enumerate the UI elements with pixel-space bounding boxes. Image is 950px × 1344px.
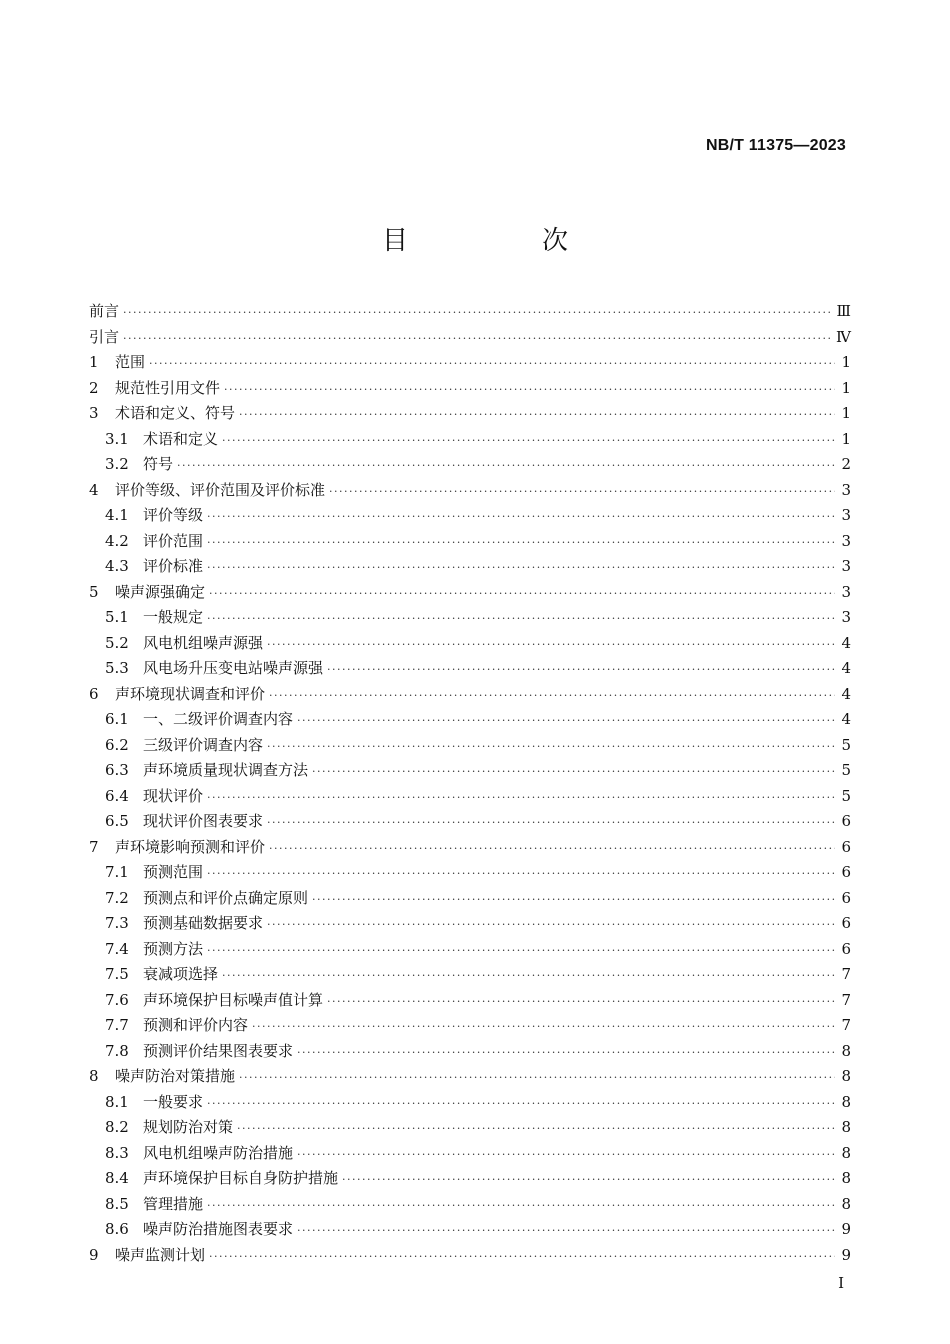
toc-leader-dots: [222, 428, 835, 454]
toc-leader-dots: [267, 912, 835, 938]
toc-entry[interactable]: [89, 962, 851, 988]
toc-leader-dots: [224, 377, 835, 403]
toc-entry[interactable]: [89, 1039, 851, 1065]
toc-entry[interactable]: [89, 401, 851, 427]
toc-leader-dots: [177, 453, 835, 479]
toc-entry-page: 8: [841, 1194, 851, 1213]
toc-entry-label: 风电机组噪声防治措施: [143, 1143, 294, 1162]
toc-leader-dots: [327, 657, 835, 683]
standard-code: NB/T 11375—2023: [706, 137, 846, 154]
toc-entry-number: 7.3: [105, 914, 129, 932]
toc-leader-dots: [267, 810, 835, 836]
toc-entry-page: 7: [841, 1016, 851, 1034]
toc-leader-dots: [209, 581, 835, 607]
toc-entry-label: 风电机组噪声源强: [143, 633, 264, 652]
toc-entry[interactable]: [89, 631, 851, 657]
toc-entry-page: 8: [841, 1092, 851, 1111]
toc-entry[interactable]: [89, 758, 851, 784]
toc-entry-page: 8: [841, 1041, 851, 1060]
toc-entry-number: 7.8: [105, 1041, 129, 1060]
toc-entry-number: 3.1: [105, 429, 129, 448]
toc-entry-label: 衰减项选择: [143, 965, 219, 983]
toc-entry[interactable]: [89, 503, 851, 529]
toc-entry-number: 6.3: [105, 761, 129, 779]
toc-entry[interactable]: [89, 1064, 851, 1090]
toc-entry[interactable]: [89, 1166, 851, 1192]
toc-entry[interactable]: [89, 1141, 851, 1167]
toc-entry-page: 1: [841, 404, 851, 422]
toc-leader-dots: [222, 963, 835, 989]
toc-entry-label: 术语和定义: [143, 429, 219, 448]
toc-entry-number: 6.4: [105, 786, 129, 805]
toc-leader-dots: [329, 479, 835, 505]
toc-entry-number: 5.3: [105, 659, 129, 677]
toc-leader-dots: [239, 402, 835, 428]
toc-entry-number: 5.2: [105, 633, 129, 652]
toc-leader-dots: [123, 326, 832, 352]
toc-leader-dots: [207, 785, 835, 811]
toc-entry-page: 4: [841, 633, 851, 652]
toc-entry-label: 预测基础数据要求: [143, 914, 264, 932]
toc-entry-page: 7: [841, 965, 851, 983]
toc-entry-label: 现状评价图表要求: [143, 812, 264, 830]
toc-entry-label: 预测评价结果图表要求: [143, 1041, 294, 1060]
toc-entry-number: 4.3: [105, 557, 129, 575]
toc-entry-page: 4: [841, 659, 851, 677]
toc-entry-label: 现状评价: [143, 786, 204, 805]
toc-entry-number: 6.1: [105, 710, 129, 728]
toc-entry-label: 噪声源强确定: [115, 582, 206, 601]
toc-entry-number: 3: [89, 404, 99, 422]
toc-leader-dots: [267, 632, 835, 658]
toc-entry[interactable]: [89, 886, 851, 912]
toc-leader-dots: [327, 989, 835, 1015]
toc-entry-label: 术语和定义、符号: [115, 404, 236, 422]
toc-entry[interactable]: [89, 1115, 851, 1141]
toc-entry-label: 一般规定: [143, 608, 204, 626]
toc-entry-label: 噪声监测计划: [115, 1245, 206, 1264]
toc-entry[interactable]: [89, 376, 851, 402]
toc-leader-dots: [312, 887, 835, 913]
toc-entry-number: 4: [89, 480, 99, 499]
toc-entry-number: 7.1: [105, 863, 129, 881]
toc-entry-page: 3: [841, 506, 851, 524]
toc-entry-number: 6: [89, 684, 99, 703]
toc-entry-number: 8.6: [105, 1220, 129, 1238]
toc-entry[interactable]: [89, 809, 851, 835]
toc-entry-label: 规划防治对策: [143, 1118, 234, 1136]
toc-entry-page: 3: [841, 557, 851, 575]
toc-entry-page: 4: [841, 710, 851, 728]
toc-leader-dots: [297, 1040, 835, 1066]
toc-entry-number: 5: [89, 582, 99, 601]
toc-entry-label: 风电场升压变电站噪声源强: [143, 659, 324, 677]
toc-leader-dots: [207, 861, 835, 887]
toc-entry-label: 噪声防治对策措施: [115, 1067, 236, 1085]
toc-leader-dots: [239, 1065, 835, 1091]
toc-entry-label: 噪声防治措施图表要求: [143, 1220, 294, 1238]
toc-leader-dots: [209, 1244, 835, 1270]
toc-entry[interactable]: [89, 911, 851, 937]
toc-entry-number: 4.1: [105, 506, 129, 524]
toc-entry[interactable]: [89, 452, 851, 478]
toc-entry[interactable]: [89, 784, 851, 810]
toc-entry-page: 1: [841, 429, 851, 448]
toc-leader-dots: [297, 708, 835, 734]
toc-leader-dots: [207, 530, 835, 556]
toc-entry[interactable]: [89, 682, 851, 708]
toc-entry-page: Ⅲ: [836, 302, 851, 320]
toc-entry-number: 7.7: [105, 1016, 129, 1034]
toc-entry-page: 5: [841, 786, 851, 805]
toc-entry[interactable]: [89, 427, 851, 453]
toc-entry[interactable]: [89, 325, 851, 351]
toc-entry-page: 6: [841, 837, 851, 856]
toc-entry-number: 8.1: [105, 1092, 129, 1111]
toc-leader-dots: [207, 938, 835, 964]
toc-entry-label: 预测方法: [143, 939, 204, 958]
toc-entry[interactable]: [89, 1192, 851, 1218]
toc-entry-label: 预测点和评价点确定原则: [143, 888, 309, 907]
toc-entry[interactable]: [89, 988, 851, 1014]
toc-entry-label: 符号: [143, 455, 174, 473]
toc-entry-number: 1: [89, 353, 99, 371]
toc-entry-label: 管理措施: [143, 1194, 204, 1213]
toc-entry[interactable]: [89, 350, 851, 376]
toc-entry-number: 8.2: [105, 1118, 129, 1136]
toc-entry[interactable]: [89, 1217, 851, 1243]
toc-entry[interactable]: [89, 656, 851, 682]
toc-leader-dots: [267, 734, 835, 760]
toc-entry[interactable]: [89, 299, 851, 325]
toc-entry-label: 声环境质量现状调查方法: [143, 761, 309, 779]
toc-entry-number: 6.5: [105, 812, 129, 830]
toc-leader-dots: [297, 1142, 835, 1168]
toc-leader-dots: [252, 1014, 835, 1040]
toc-entry-page: 9: [841, 1220, 851, 1238]
toc-entry-page: 5: [841, 735, 851, 754]
toc-entry-number: 7.2: [105, 888, 129, 907]
toc-leader-dots: [123, 300, 833, 326]
toc-entry-number: 8.4: [105, 1169, 129, 1187]
toc-leader-dots: [149, 351, 835, 377]
toc-entry-number: 3.2: [105, 455, 129, 473]
toc-entry-label: 评价范围: [143, 531, 204, 550]
toc-entry-label: 预测和评价内容: [143, 1016, 249, 1034]
toc-entry[interactable]: [89, 733, 851, 759]
toc-entry-page: 8: [841, 1169, 851, 1187]
toc-entry[interactable]: [89, 580, 851, 606]
toc-entry-label: 声环境保护目标噪声值计算: [143, 990, 324, 1009]
toc-entry-label: 评价等级: [143, 506, 204, 524]
toc-entry-label: 声环境现状调查和评价: [115, 684, 266, 703]
toc-entry-page: Ⅳ: [836, 327, 851, 346]
toc-entry-number: 8.5: [105, 1194, 129, 1213]
toc-entry-label: 评价等级、评价范围及评价标准: [115, 480, 326, 499]
toc-leader-dots: [207, 555, 835, 581]
toc-leader-dots: [207, 1091, 835, 1117]
toc-entry-number: 4.2: [105, 531, 129, 550]
toc-entry-page: 8: [841, 1143, 851, 1162]
toc-leader-dots: [342, 1167, 835, 1193]
toc-entry-number: 5.1: [105, 608, 129, 626]
toc-entry-label: 声环境保护目标自身防护措施: [143, 1169, 339, 1187]
toc-leader-dots: [207, 606, 835, 632]
toc-entry-label: 评价标准: [143, 557, 204, 575]
toc-entry-number: 7.4: [105, 939, 129, 958]
toc-entry[interactable]: [89, 478, 851, 504]
toc-entry-label: 规范性引用文件: [115, 378, 221, 397]
toc-entry[interactable]: [89, 529, 851, 555]
toc-entry-page: 5: [841, 761, 851, 779]
toc-entry-page: 7: [841, 990, 851, 1009]
toc-entry-label: 一般要求: [143, 1092, 204, 1111]
toc-entry-page: 1: [841, 353, 851, 371]
toc-entry-page: 3: [841, 582, 851, 601]
toc-entry-page: 8: [841, 1118, 851, 1136]
toc-entry[interactable]: [89, 860, 851, 886]
toc-leader-dots: [312, 759, 835, 785]
toc-leader-dots: [207, 1193, 835, 1219]
toc-leader-dots: [297, 1218, 835, 1244]
toc-entry-page: 3: [841, 480, 851, 499]
toc-entry-label: 三级评价调查内容: [143, 735, 264, 754]
toc-entry-number: 7: [89, 837, 99, 856]
toc-entry[interactable]: [89, 605, 851, 631]
toc-leader-dots: [237, 1116, 835, 1142]
toc-entry[interactable]: [89, 835, 851, 861]
toc-entry-page: 4: [841, 684, 851, 703]
toc-entry-label: 引言: [89, 327, 120, 346]
toc-entry-number: 9: [89, 1245, 99, 1264]
toc-entry-page: 9: [841, 1245, 851, 1264]
toc-entry-label: 前言: [89, 302, 120, 320]
toc-entry[interactable]: [89, 1013, 851, 1039]
toc-entry-page: 8: [841, 1067, 851, 1085]
toc-title: 目 次: [381, 226, 622, 256]
toc-entry-page: 1: [841, 378, 851, 397]
table-of-contents: [89, 299, 851, 1268]
toc-entry[interactable]: [89, 554, 851, 580]
toc-entry[interactable]: [89, 1243, 851, 1269]
toc-entry-number: 7.5: [105, 965, 129, 983]
toc-entry-page: 6: [841, 812, 851, 830]
toc-entry-page: 6: [841, 863, 851, 881]
toc-leader-dots: [207, 504, 835, 530]
toc-entry[interactable]: [89, 937, 851, 963]
toc-leader-dots: [269, 836, 835, 862]
toc-entry-page: 2: [841, 455, 851, 473]
toc-entry-number: 6.2: [105, 735, 129, 754]
toc-entry-number: 7.6: [105, 990, 129, 1009]
toc-entry-label: 一、二级评价调查内容: [143, 710, 294, 728]
toc-entry-number: 8.3: [105, 1143, 129, 1162]
toc-entry[interactable]: [89, 707, 851, 733]
toc-entry-label: 预测范围: [143, 863, 204, 881]
toc-entry-label: 声环境影响预测和评价: [115, 837, 266, 856]
toc-entry-page: 6: [841, 914, 851, 932]
toc-entry-number: 8: [89, 1067, 99, 1085]
toc-entry-label: 范围: [115, 353, 146, 371]
toc-entry-page: 6: [841, 939, 851, 958]
toc-entry-page: 3: [841, 608, 851, 626]
page-folio: Ⅰ: [838, 1274, 844, 1292]
toc-entry-number: 2: [89, 378, 99, 397]
toc-leader-dots: [269, 683, 835, 709]
toc-entry-page: 3: [841, 531, 851, 550]
toc-entry-page: 6: [841, 888, 851, 907]
toc-entry[interactable]: [89, 1090, 851, 1116]
